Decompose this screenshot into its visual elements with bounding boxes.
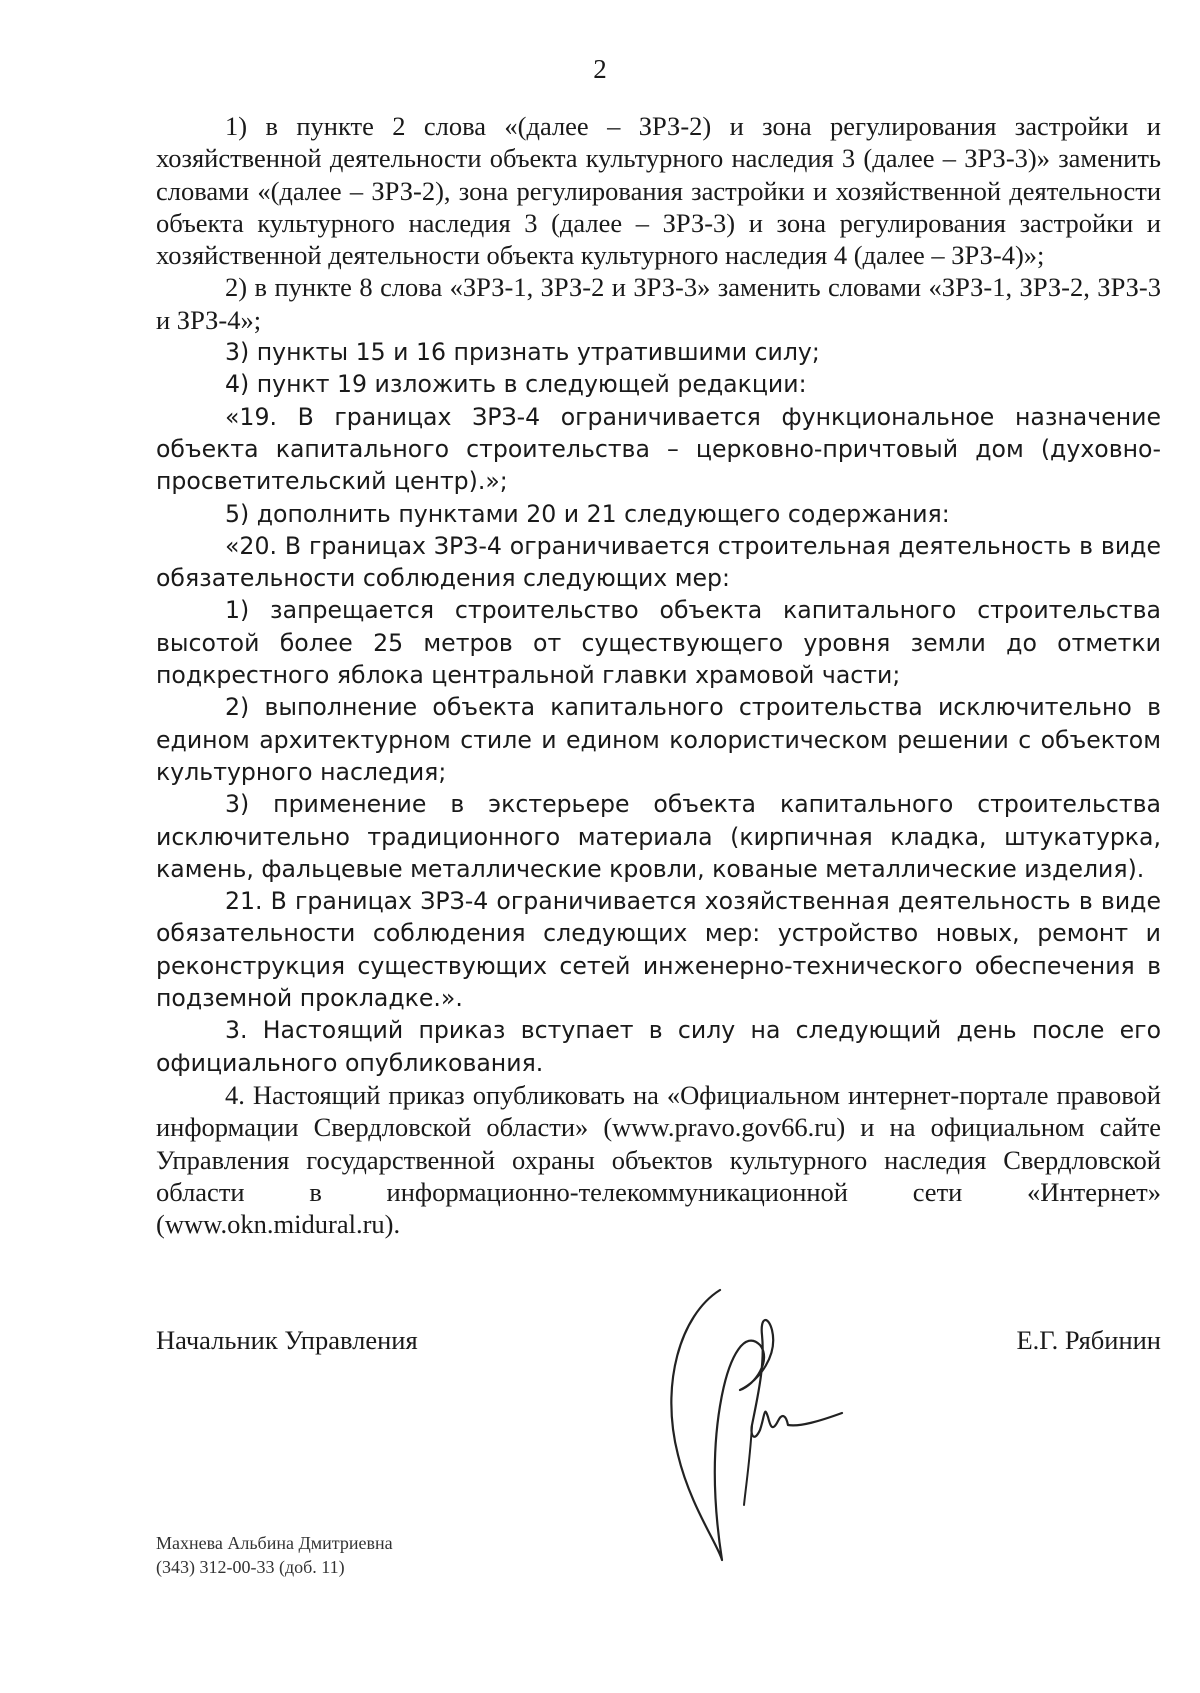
paragraph-item-5: 5) дополнить пунктами 20 и 21 следующего содержания: [225,499,950,528]
handwritten-signature [660,1275,920,1565]
paragraph-point-21: 21. В границах ЗРЗ-4 ограничивается хозяйственная деятельность в виде обязательности соблюдения следующих мер: устройство новых, ремонт и реконструкция существующих сетей инженерно-технического обеспечения в подземной прокладке.». [156,887,1161,1013]
paragraph-item-1: 1) в пункте 2 слова «(далее – ЗРЗ-2) и зона регулирования застройки и хозяйственной деятельности объекта культурного наследия 3 (далее – ЗРЗ-3)» заменить словами «(далее – ЗРЗ-2), зона регулирования застройки и хозяйственной деятельности объекта культурного наследия 3 (далее – ЗРЗ-3) и зона регулирования застройки и хозяйственной деятельности объекта культурного наследия 4 (далее – ЗРЗ-4)»; [156,111,1161,271]
paragraph-point-20: «20. В границах ЗРЗ-4 ограничивается строительная деятельность в виде обязательности соблюдения следующих мер: [156,531,1161,593]
executor-phone: (343) 312-00-33 (доб. 11) [156,1557,345,1577]
paragraph-point-19: «19. В границах ЗРЗ-4 ограничивается функциональное назначение объекта капитального строительства – церковно-причтовый дом (духовно-просветительский центр).»; [156,402,1161,496]
paragraph-item-4: 4) пункт 19 изложить в следующей редакции: [225,370,807,399]
paragraph-subitem-2: 2) выполнение объекта капитального строительства исключительно в едином архитектурном стиле и едином колористическом решении с объектом культурного наследия; [156,693,1161,786]
signer-position: Начальник Управления [156,1325,418,1355]
paragraph-section-3: 3. Настоящий приказ вступает в силу на следующий день после его официального опубликования. [156,1016,1161,1077]
paragraph-section-4: 4. Настоящий приказ опубликовать на «Официальном интернет-портале правовой информации Свердловской области» (www.pravo.gov66.ru) и на официальном сайте Управления государственной охраны объектов культурного наследия Свердловской области в информационно-телекоммуникационной сети «Интернет» (www.okn.midural.ru). [156,1079,1161,1240]
paragraph-subitem-3: 3) применение в экстерьере объекта капитального строительства исключительно традиционного материала (кирпичная кладка, штукатурка, камень, фальцевые металлические кровли, кованые металлические изделия). [156,790,1161,883]
signature-block [156,1325,1161,1365]
executor-info [156,1531,393,1579]
executor-name: Махнева Альбина Дмитриевна [156,1533,393,1553]
page-number: 2 [593,54,607,84]
paragraph-subitem-1: 1) запрещается строительство объекта капитального строительства высотой более 25 метров от существующего уровня земли до отметки подкрестного яблока центральной главки храмовой части; [156,596,1161,690]
paragraph-item-3: 3) пункты 15 и 16 признать утратившими силу; [225,338,820,367]
document-body [156,110,1161,1240]
signer-name: Е.Г. Рябинин [1016,1325,1161,1355]
paragraph-item-2: 2) в пункте 8 слова «ЗРЗ-1, ЗРЗ-2 и ЗРЗ-3» заменить словами «ЗРЗ-1, ЗРЗ-2, ЗРЗ-3 и ЗРЗ-4»; [156,272,1161,335]
